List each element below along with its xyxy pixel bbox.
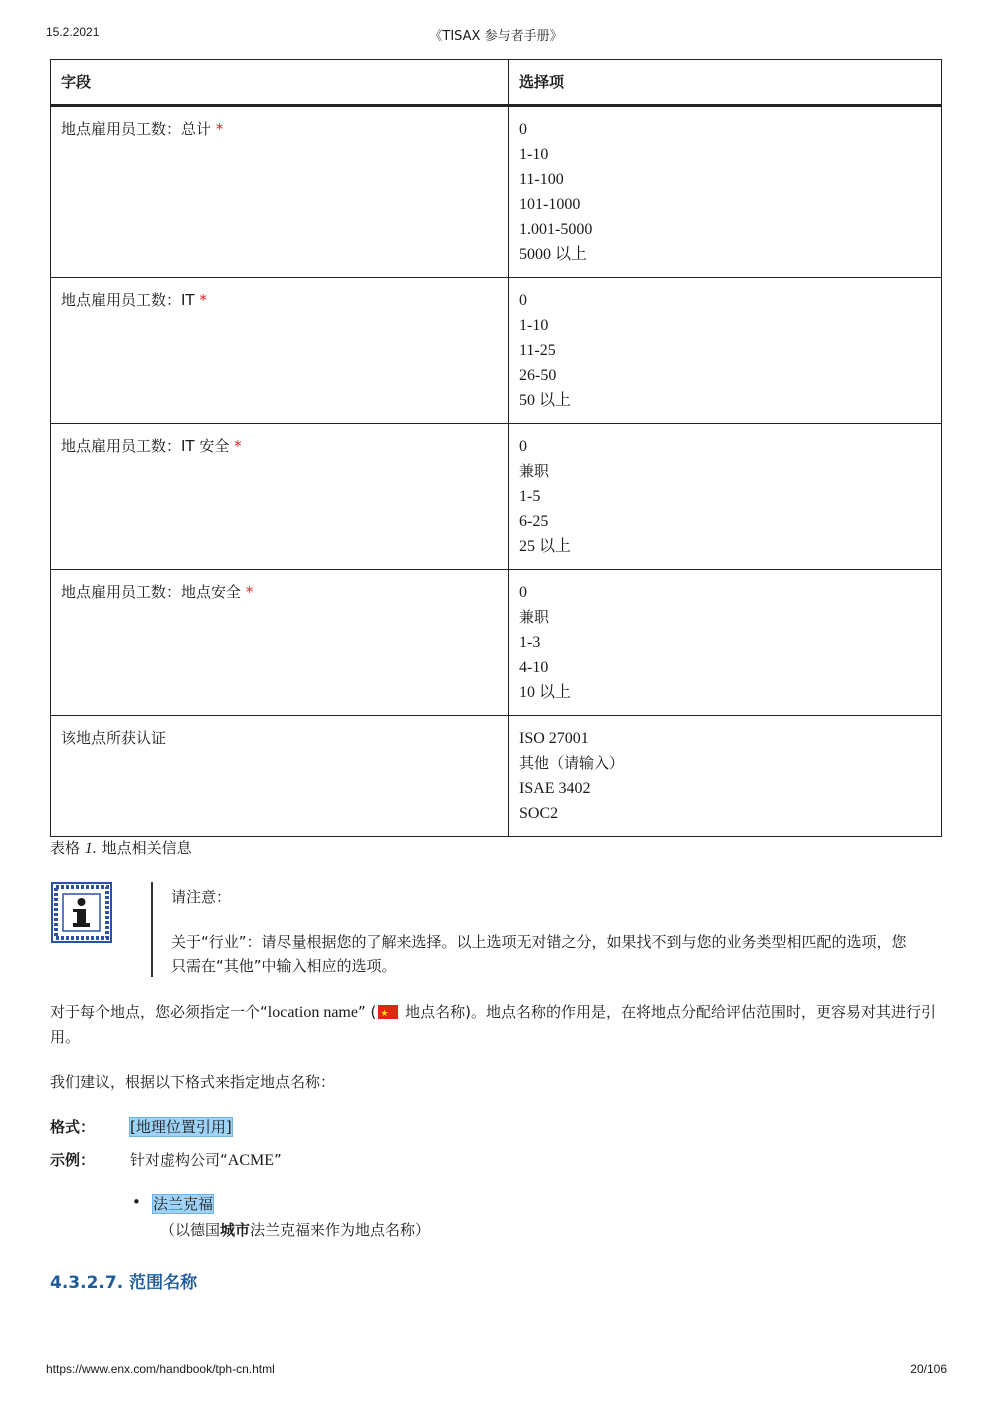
caption-text: 地点相关信息 xyxy=(101,839,192,857)
option-value: 11-100 xyxy=(519,171,564,188)
section-heading: 4.3.2.7. 范围名称 xyxy=(50,1273,198,1293)
options-cell xyxy=(509,570,942,716)
option-value: 6-25 xyxy=(519,513,549,530)
table-row xyxy=(51,106,942,278)
options-cell xyxy=(509,716,942,837)
field-cell xyxy=(51,424,509,570)
location-name-paragraph xyxy=(50,1000,942,1050)
options-cell xyxy=(509,106,942,278)
option-value: 兼职 xyxy=(519,608,550,626)
option-value: 0 xyxy=(519,292,527,309)
location-info-table xyxy=(50,59,942,837)
table-caption xyxy=(50,837,192,858)
column-header-field: 字段 xyxy=(51,60,509,106)
explanation-text: （以德国 xyxy=(160,1221,221,1239)
option-value: 1.001-5000 xyxy=(519,221,593,238)
china-flag-icon xyxy=(378,1005,398,1019)
option-value: 10 以上 xyxy=(519,684,572,701)
options-cell xyxy=(509,424,942,570)
field-cell xyxy=(51,278,509,424)
format-highlight: [地理位置引用] xyxy=(130,1118,232,1136)
translation-text: 地点名称 xyxy=(400,1003,466,1021)
field-label: 地点雇用员工数：IT 安全 xyxy=(61,437,230,455)
option-value: 11-25 xyxy=(519,342,556,359)
format-value xyxy=(130,1116,232,1137)
option-value: 0 xyxy=(519,584,527,601)
option-value: 0 xyxy=(519,121,527,138)
example-company: ACME xyxy=(227,1152,275,1169)
explanation-bold: 城市 xyxy=(220,1221,251,1239)
note-body: 关于“行业”：请尽量根据您的了解来选择。以上选项无对错之分，如果找不到与您的业务类型相匹配的选项，您只需在“其他”中输入相应的选项。 xyxy=(171,933,907,975)
option-value: 4-10 xyxy=(519,659,549,676)
option-value: 其他（请输入） xyxy=(519,754,625,772)
table-row xyxy=(51,424,942,570)
required-marker: * xyxy=(199,291,207,309)
option-value: 101-1000 xyxy=(519,196,581,213)
example-prefix: 针对虚构公司“ xyxy=(130,1151,228,1169)
column-header-options: 选择项 xyxy=(509,60,942,106)
example-value xyxy=(130,1149,282,1170)
header-date: 15.2.2021 xyxy=(46,25,100,39)
explanation-text: 法兰克福来作为地点名称） xyxy=(250,1221,431,1239)
required-marker: * xyxy=(215,120,224,138)
note-divider xyxy=(151,882,153,977)
field-cell xyxy=(51,570,509,716)
location-name-term: location name xyxy=(267,1004,358,1021)
option-value: 26-50 xyxy=(519,367,557,384)
example-label: 示例： xyxy=(50,1151,96,1169)
option-value: 1-10 xyxy=(519,146,549,163)
required-marker: * xyxy=(234,437,242,455)
field-label: 地点雇用员工数：IT xyxy=(61,291,195,309)
required-marker: * xyxy=(245,583,254,601)
table-header-row xyxy=(51,60,942,106)
note-heading: 请注意： xyxy=(171,888,232,906)
format-label: 格式： xyxy=(50,1118,96,1136)
option-value: 0 xyxy=(519,438,527,455)
option-value: 1-5 xyxy=(519,488,541,505)
paragraph-text: ” ( xyxy=(357,1003,377,1021)
field-cell xyxy=(51,106,509,278)
option-value: 50 以上 xyxy=(519,392,572,409)
caption-prefix: 表格 xyxy=(50,839,81,857)
option-value: 25 以上 xyxy=(519,538,572,555)
field-cell xyxy=(51,716,509,837)
field-label: 该地点所获认证 xyxy=(61,729,167,747)
option-value: ISAE 3402 xyxy=(519,780,591,797)
option-value: 1-3 xyxy=(519,634,541,651)
info-icon xyxy=(51,882,112,943)
field-label: 地点雇用员工数：地点安全 xyxy=(61,583,242,601)
header-title: 《TISAX 参与者手册》 xyxy=(429,29,563,44)
options-cell xyxy=(509,278,942,424)
option-value: ISO 27001 xyxy=(519,730,589,747)
caption-number: 1. xyxy=(84,840,97,857)
table-row xyxy=(51,570,942,716)
bullet-item xyxy=(153,1193,213,1214)
option-value: 兼职 xyxy=(519,462,550,480)
example-suffix: ” xyxy=(274,1151,282,1169)
option-value: SOC2 xyxy=(519,805,559,822)
bullet-highlight: 法兰克福 xyxy=(153,1195,214,1213)
table-row xyxy=(51,716,942,837)
footer-page-number: 20/106 xyxy=(910,1362,947,1376)
paragraph-text: )。地点名称的作用是，在将地点分配给评估范围时，更容易对其进行引用。 xyxy=(50,1003,937,1046)
footer-url: https://www.enx.com/handbook/tph-cn.html xyxy=(46,1362,275,1376)
bullet-explanation xyxy=(160,1219,430,1240)
option-value: 5000 以上 xyxy=(519,246,588,263)
field-label: 地点雇用员工数：总计 xyxy=(61,120,212,138)
option-value: 1-10 xyxy=(519,317,549,334)
paragraph-text: 对于每个地点，您必须指定一个“ xyxy=(50,1003,268,1021)
bullet-marker: • xyxy=(132,1193,141,1211)
table-row xyxy=(51,278,942,424)
recommendation-paragraph: 我们建议，根据以下格式来指定地点名称： xyxy=(50,1073,336,1091)
